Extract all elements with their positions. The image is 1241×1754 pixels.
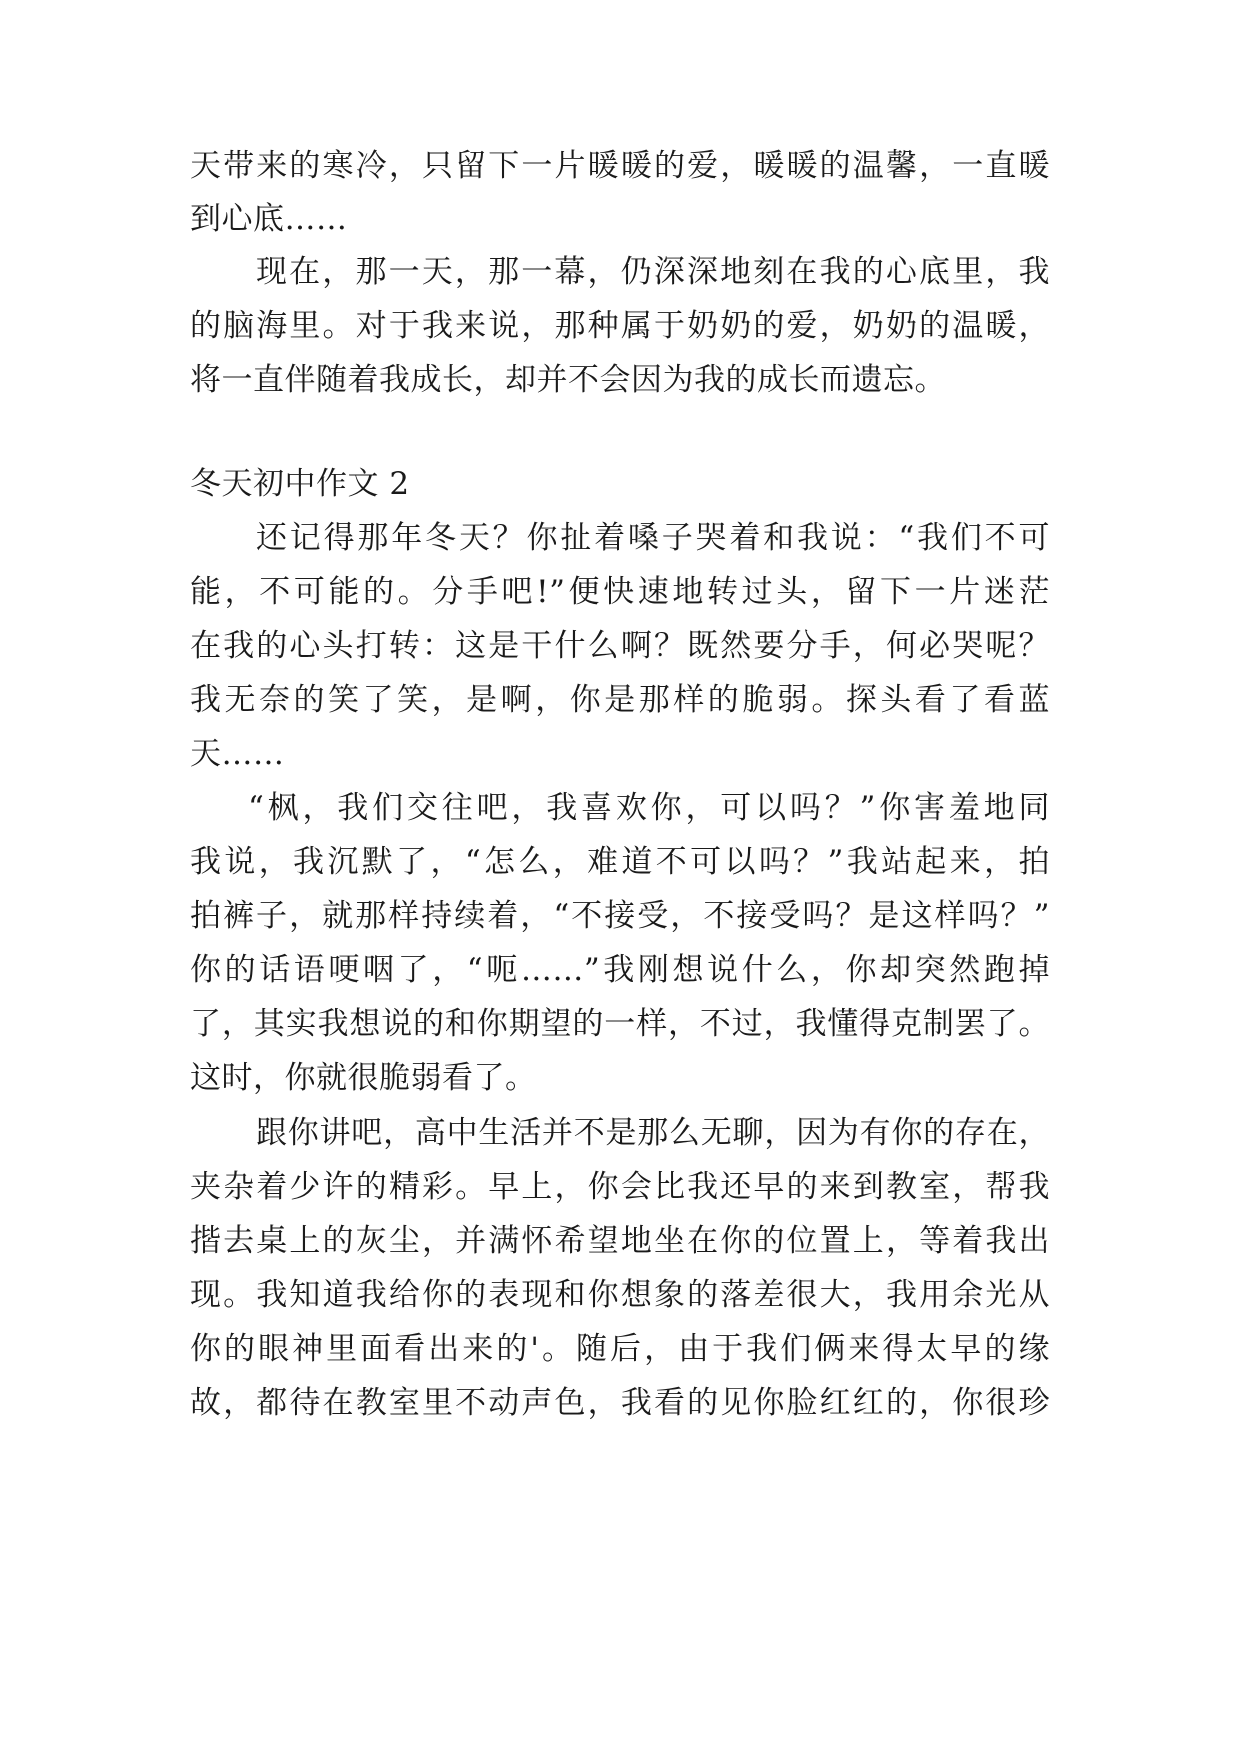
paragraph-line: 你的话语哽咽了，“呃……”我刚想说什么，你却突然跑掉 (190, 952, 1050, 988)
paragraph-line: 拍裤子，就那样持续着，“不接受，不接受吗？是这样吗？” (190, 898, 1050, 934)
paragraph-line: 的脑海里。对于我来说，那种属于奶奶的爱，奶奶的温暖， (190, 308, 1050, 344)
section-title: 冬天初中作文 2 (190, 466, 410, 502)
paragraph-line: 故，都待在教室里不动声色，我看的见你脸红红的，你很珍 (190, 1385, 1050, 1421)
paragraph-line: 天带来的寒冷，只留下一片暖暖的爱，暖暖的温馨，一直暖 (190, 148, 1050, 184)
paragraph-line: 还记得那年冬天？你扯着嗓子哭着和我说：“我们不可 (256, 520, 1050, 556)
paragraph-line: 夹杂着少许的精彩。早上，你会比我还早的来到教室，帮我 (190, 1169, 1050, 1205)
paragraph-line: 这时，你就很脆弱看了。 (190, 1060, 537, 1096)
paragraph-line: 将一直伴随着我成长，却并不会因为我的成长而遗忘。 (190, 362, 946, 398)
paragraph-line: 能，不可能的。分手吧!”便快速地转过头，留下一片迷茫 (190, 574, 1050, 610)
paragraph-line: 跟你讲吧，高中生活并不是那么无聊，因为有你的存在， (256, 1115, 1050, 1151)
paragraph-line: 现在，那一天，那一幕，仍深深地刻在我的心底里，我 (256, 254, 1050, 290)
paragraph-line: “枫，我们交往吧，我喜欢你，可以吗？”你害羞地同 (248, 790, 1050, 826)
paragraph-line: 在我的心头打转：这是干什么啊？既然要分手，何必哭呢？ (190, 628, 1050, 664)
paragraph-line: 现。我知道我给你的表现和你想象的落差很大，我用余光从 (190, 1277, 1050, 1313)
paragraph-line: 揩去桌上的灰尘，并满怀希望地坐在你的位置上，等着我出 (190, 1223, 1050, 1259)
paragraph-line: 我说，我沉默了，“怎么，难道不可以吗？”我站起来，拍 (190, 844, 1050, 880)
paragraph-line: 我无奈的笑了笑，是啊，你是那样的脆弱。探头看了看蓝 (190, 682, 1050, 718)
paragraph-line: 到心底…… (190, 201, 348, 237)
paragraph-line: 天…… (190, 736, 285, 772)
paragraph-line: 你的眼神里面看出来的'。随后，由于我们俩来得太早的缘 (190, 1331, 1050, 1367)
paragraph-line: 了，其实我想说的和你期望的一样，不过，我懂得克制罢了。 (190, 1006, 1050, 1042)
